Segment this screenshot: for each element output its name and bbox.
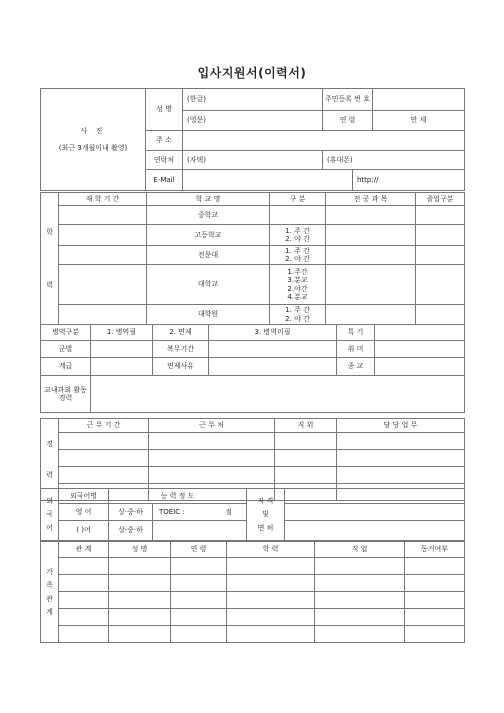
career-header-company: 근 무 처 — [149, 419, 275, 433]
family-cell[interactable] — [405, 626, 465, 643]
resident-no-label: 주민등록 번 호 — [323, 89, 373, 111]
edu-header-school: 학 교 명 — [147, 193, 270, 206]
family-cell[interactable] — [171, 626, 227, 643]
family-cell[interactable] — [315, 626, 405, 643]
family-cell[interactable] — [171, 558, 227, 575]
family-cell[interactable] — [171, 609, 227, 626]
edu-header-major: 전 공 과 목 — [326, 193, 416, 206]
activities-label: 교내과외 활동경력 — [41, 376, 91, 413]
family-header-relation: 관 계 — [59, 542, 109, 558]
edu-division-university[interactable]: 1.주간 3.분교 2.야간 4.분교 — [270, 265, 326, 305]
family-cell[interactable] — [59, 609, 109, 626]
rank-field[interactable] — [91, 358, 153, 376]
name-label: 성 명 — [146, 89, 183, 131]
family-header-age: 연 령 — [171, 542, 227, 558]
career-side-label: 경 력 — [41, 419, 59, 501]
email-field[interactable] — [183, 170, 353, 191]
edu-division-high[interactable]: 1. 주 간 2. 야 간 — [270, 225, 326, 246]
address-label: 주 소 — [146, 131, 183, 151]
edu-header-division: 구 분 — [270, 193, 326, 206]
family-cell[interactable] — [227, 592, 315, 609]
personal-info-table — [40, 88, 465, 191]
edu-major-field[interactable] — [326, 305, 416, 325]
license-field[interactable] — [285, 521, 465, 541]
specialty-field[interactable] — [375, 325, 465, 341]
family-cell[interactable] — [171, 575, 227, 592]
page-title: 입사지원서(이력서) — [197, 66, 307, 80]
edu-school-graduate: 대학원 — [147, 305, 270, 325]
license-field[interactable] — [285, 504, 465, 521]
career-cell[interactable] — [149, 450, 275, 467]
education-side-top: 학 — [46, 227, 53, 236]
career-cell[interactable] — [149, 467, 275, 484]
edu-division-college[interactable]: 1. 주 간 2. 야 간 — [270, 246, 326, 265]
edu-graduation-field[interactable] — [416, 305, 465, 325]
toeic-score-field[interactable] — [153, 504, 247, 521]
edu-header-period: 재 학 기 간 — [59, 193, 147, 206]
edu-header-graduation: 졸업구분 — [416, 193, 465, 206]
family-header-name: 성 명 — [109, 542, 171, 558]
family-cell[interactable] — [109, 575, 171, 592]
service-period-field[interactable] — [209, 341, 337, 358]
specialty-label: 특 기 — [337, 325, 375, 341]
family-cell[interactable] — [315, 609, 405, 626]
family-table — [40, 541, 465, 643]
exemption-reason-field[interactable] — [209, 358, 337, 376]
language-header-ability: 능 력 정 도 — [109, 489, 247, 504]
edu-school-high: 고등학교 — [147, 225, 270, 246]
edu-graduation-field[interactable] — [416, 246, 465, 265]
career-cell[interactable] — [275, 450, 337, 467]
mobile-phone-field[interactable]: (휴대폰) — [323, 151, 465, 170]
career-cell[interactable] — [59, 450, 149, 467]
edu-period-field[interactable] — [59, 206, 147, 225]
license-label: 자 격 및 면 허 — [247, 489, 285, 541]
career-cell[interactable] — [59, 467, 149, 484]
career-cell[interactable] — [149, 433, 275, 450]
religion-field[interactable] — [375, 358, 465, 376]
activities-field[interactable] — [91, 376, 465, 413]
edu-period-field[interactable] — [59, 305, 147, 325]
military-type-label: 병역구분 — [41, 325, 91, 341]
age-label: 연 령 — [323, 111, 373, 131]
edu-period-field[interactable] — [59, 225, 147, 246]
other-level-options[interactable]: 상·중·하 — [109, 521, 153, 541]
edu-school-college: 전문대 — [147, 246, 270, 265]
address-field[interactable] — [183, 131, 465, 151]
edu-major-field[interactable] — [326, 225, 416, 246]
edu-school-university: 대학교 — [147, 265, 270, 305]
family-cell[interactable] — [227, 626, 315, 643]
edu-graduation-field[interactable] — [416, 206, 465, 225]
edu-graduation-field[interactable] — [416, 225, 465, 246]
english-level-options[interactable]: 상·중·하 — [109, 504, 153, 521]
family-side-label: 가 족 관 계 — [41, 542, 59, 643]
career-header-position: 직 위 — [275, 419, 337, 433]
service-period-label: 복무기간 — [153, 341, 209, 358]
edu-division-graduate[interactable]: 1. 주 간 2. 야 간 — [270, 305, 326, 325]
career-cell[interactable] — [275, 467, 337, 484]
career-cell[interactable] — [337, 433, 465, 450]
military-option-exempt[interactable]: 2. 면제 — [153, 325, 209, 341]
family-cell[interactable] — [405, 575, 465, 592]
license-field[interactable] — [285, 489, 465, 504]
edu-major-field[interactable] — [326, 265, 416, 305]
religion-label: 종 교 — [337, 358, 375, 376]
career-cell[interactable] — [337, 467, 465, 484]
rank-label: 계급 — [41, 358, 91, 376]
career-header-duty: 담 당 업 무 — [337, 419, 465, 433]
language-header-name: 외국어명 — [59, 489, 109, 504]
family-cell[interactable] — [171, 592, 227, 609]
family-cell[interactable] — [405, 592, 465, 609]
edu-period-field[interactable] — [59, 246, 147, 265]
edu-major-field[interactable] — [326, 246, 416, 265]
branch-label: 군별 — [41, 341, 91, 358]
language-other-label[interactable]: ( )어 — [59, 521, 109, 541]
military-table — [40, 324, 465, 413]
family-cell[interactable] — [109, 592, 171, 609]
family-cell[interactable] — [227, 609, 315, 626]
family-cell[interactable] — [315, 592, 405, 609]
family-cell[interactable] — [109, 558, 171, 575]
family-cell[interactable] — [227, 575, 315, 592]
education-table — [40, 192, 465, 325]
branch-field[interactable] — [91, 341, 153, 358]
military-option-not-done[interactable]: 3. 병역미필 — [209, 325, 337, 341]
edu-graduation-field[interactable] — [416, 265, 465, 305]
contact-label: 연락처 — [146, 151, 183, 170]
edu-division-field[interactable] — [270, 206, 326, 225]
hobby-field[interactable] — [375, 341, 465, 358]
exemption-reason-label: 면제사유 — [153, 358, 209, 376]
age-field[interactable]: 만 세 — [373, 111, 465, 131]
language-table — [40, 488, 465, 541]
family-cell[interactable] — [315, 558, 405, 575]
career-header-period: 근 무 기 간 — [59, 419, 149, 433]
resident-no-field[interactable] — [373, 89, 465, 111]
family-header-job: 직 업 — [315, 542, 405, 558]
edu-school-middle: 중학교 — [147, 206, 270, 225]
language-side-label: 외 국 어 — [41, 489, 59, 541]
language-english-label: 영 어 — [59, 504, 109, 521]
hobby-label: 취 미 — [337, 341, 375, 358]
military-option-done[interactable]: 1. 병역필 — [91, 325, 153, 341]
homepage-field[interactable]: http:// — [353, 170, 465, 191]
toeic-score-unit: 점 — [225, 507, 233, 516]
family-cell[interactable] — [59, 558, 109, 575]
name-english-field[interactable]: (영문) — [183, 111, 323, 131]
family-cell[interactable] — [109, 609, 171, 626]
email-label: E-Mail — [146, 170, 183, 191]
family-header-education: 학 력 — [227, 542, 315, 558]
career-cell[interactable] — [59, 433, 149, 450]
photo-label: 사 진 — [80, 127, 106, 136]
home-phone-field[interactable]: (자택) — [183, 151, 323, 170]
family-cell[interactable] — [405, 609, 465, 626]
edu-major-field[interactable] — [326, 206, 416, 225]
career-cell[interactable] — [337, 450, 465, 467]
family-cell[interactable] — [315, 575, 405, 592]
education-side-label — [41, 193, 59, 325]
edu-period-field[interactable] — [59, 265, 147, 305]
toeic-label: TOEIC : — [159, 507, 185, 516]
photo-area[interactable] — [41, 89, 146, 191]
career-cell[interactable] — [275, 433, 337, 450]
name-korean-field[interactable]: (한글) — [183, 89, 323, 111]
family-cell[interactable] — [59, 592, 109, 609]
family-cell[interactable] — [405, 558, 465, 575]
other-language-field[interactable] — [153, 521, 247, 541]
family-cell[interactable] — [227, 558, 315, 575]
family-cell[interactable] — [59, 575, 109, 592]
family-cell[interactable] — [59, 626, 109, 643]
photo-note: (최근 3개월이내 촬영) — [58, 143, 128, 152]
family-header-cohabit: 동거여부 — [405, 542, 465, 558]
family-cell[interactable] — [109, 626, 171, 643]
education-side-bottom: 력 — [46, 281, 53, 289]
